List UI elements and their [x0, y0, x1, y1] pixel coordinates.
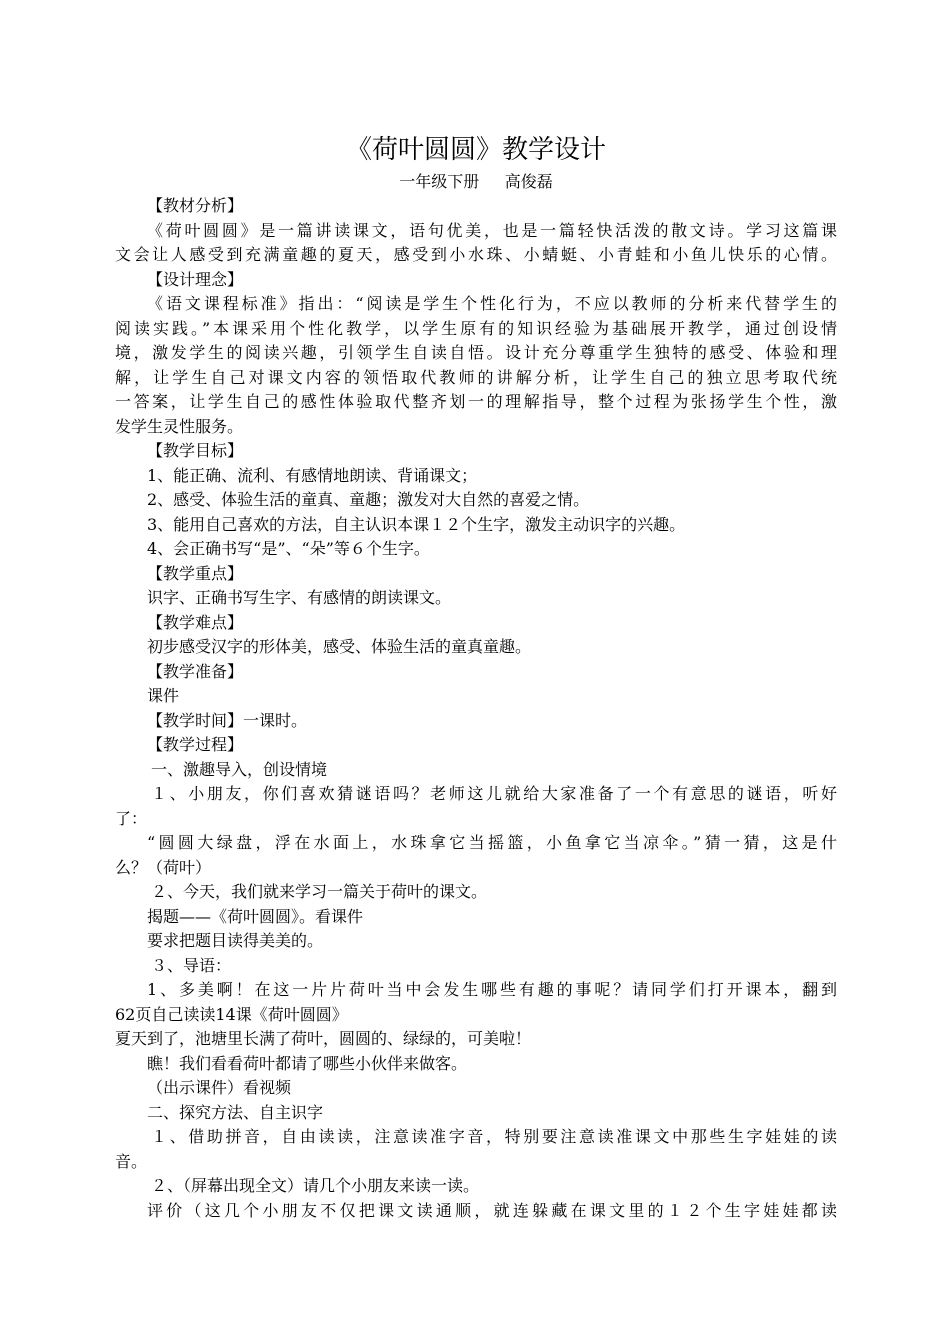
text-line: ３、导语：: [151, 955, 232, 975]
text-line: ２、今天，我们就来学习一篇关于荷叶的课文。: [151, 882, 488, 901]
text-line: 解，让学生自己对课文内容的领悟取代教师的讲解分析，让学生自己的独立思考取代统: [115, 367, 837, 387]
text-line: 1、多美啊！在这一片片荷叶当中会发生哪些有趣的事呢？请同学们打开课本，翻到: [147, 980, 837, 999]
text-line: 文会让人感受到充满童趣的夏天，感受到小水珠、小蜻蜓、小青蛙和小鱼儿快乐的心情。: [115, 245, 837, 264]
text-line: 【教学难点】: [147, 612, 244, 632]
text-line: 《语文课程标准》指出：“阅读是学生个性化行为，不应以教师的分析来代替学生的: [147, 294, 837, 313]
text-line: 发学生灵性服务。: [115, 416, 244, 436]
text-line: 4、会正确书写“是”、“朵”等６个生字。: [147, 539, 430, 558]
text-line: 瞧！我们看看荷叶都请了哪些小伙伴来做客。: [147, 1053, 468, 1073]
text-line: 初步感受汉字的形体美，感受、体验生活的童真童趣。: [147, 637, 532, 656]
text-line: （出示课件）看视频: [147, 1078, 292, 1097]
text-line: 阅读实践。”本课采用个性化教学，以学生原有的知识经验为基础展开教学，通过创设情: [115, 318, 837, 338]
document-subtitle: 一年级下册 高俊磊: [399, 172, 553, 191]
text-line: 要求把题目读得美美的。: [147, 931, 324, 950]
text-line: “圆圆大绿盘，浮在水面上，水珠拿它当摇篮，小鱼拿它当凉伞。”猜一猜，这是什: [147, 833, 837, 852]
text-line: ２、（屏幕出现全文）请几个小朋友来读一读。: [151, 1176, 480, 1195]
text-line: 评价（这几个小朋友不仅把课文读通顺，就连躲藏在课文里的１２个生字娃娃都读: [147, 1200, 837, 1220]
document-title: 《荷叶圆圆》教学设计: [345, 135, 606, 165]
text-line: 【教学目标】: [147, 441, 244, 460]
text-line: 揭题——《荷叶圆圆》。看课件: [147, 906, 364, 926]
document-body: [115, 194, 837, 1223]
text-line: 1、能正确、流利、有感情地朗读、背诵课文；: [147, 465, 478, 485]
text-line: １、借助拼音，自由读读，注意读准字音，特别要注意读准课文中那些生字娃娃的读: [151, 1127, 837, 1146]
text-line: 二、探究方法、自主识字: [147, 1102, 324, 1122]
text-line: 夏天到了，池塘里长满了荷叶，圆圆的、绿绿的，可美啦！: [115, 1029, 532, 1048]
document-page: [115, 130, 837, 1223]
text-line: 《荷叶圆圆》是一篇讲读课文，语句优美，也是一篇轻快活泼的散文诗。学习这篇课: [147, 220, 837, 240]
text-line: 一答案，让学生自己的感性体验取代整齐划一的理解指导，整个过程为张扬学生个性，激: [115, 392, 837, 411]
text-line: 【教材分析】: [147, 196, 244, 215]
text-line: 2、感受、体验生活的童真、童趣；激发对大自然的喜爱之情。: [147, 490, 590, 509]
text-line: 3、能用自己喜欢的方法，自主认识本课１２个生字，激发主动识字的兴趣。: [147, 514, 686, 534]
text-line: 了：: [115, 808, 148, 828]
text-line: 【教学时间】一课时。: [147, 710, 308, 730]
text-line: 么？（荷叶）: [115, 857, 212, 877]
text-line: 【教学过程】: [147, 735, 244, 754]
text-line: 【教学重点】: [147, 563, 244, 583]
text-line: 【教学准备】: [147, 661, 244, 681]
text-line: 音。: [115, 1151, 148, 1171]
text-line: 【设计理念】: [147, 269, 244, 289]
text-line: 一、激趣导入，创设情境: [151, 759, 328, 779]
text-line: 62页自己读读14课《荷叶圆圆》: [115, 1004, 348, 1024]
text-line: 课件: [147, 686, 180, 705]
text-line: 识字、正确书写生字、有感情的朗读课文。: [147, 588, 452, 607]
text-line: １、小朋友，你们喜欢猜谜语吗？老师这儿就给大家准备了一个有意思的谜语，听好: [151, 784, 837, 803]
text-line: 境，激发学生的阅读兴趣，引领学生自读自悟。设计充分尊重学生独特的感受、体验和理: [115, 343, 837, 362]
